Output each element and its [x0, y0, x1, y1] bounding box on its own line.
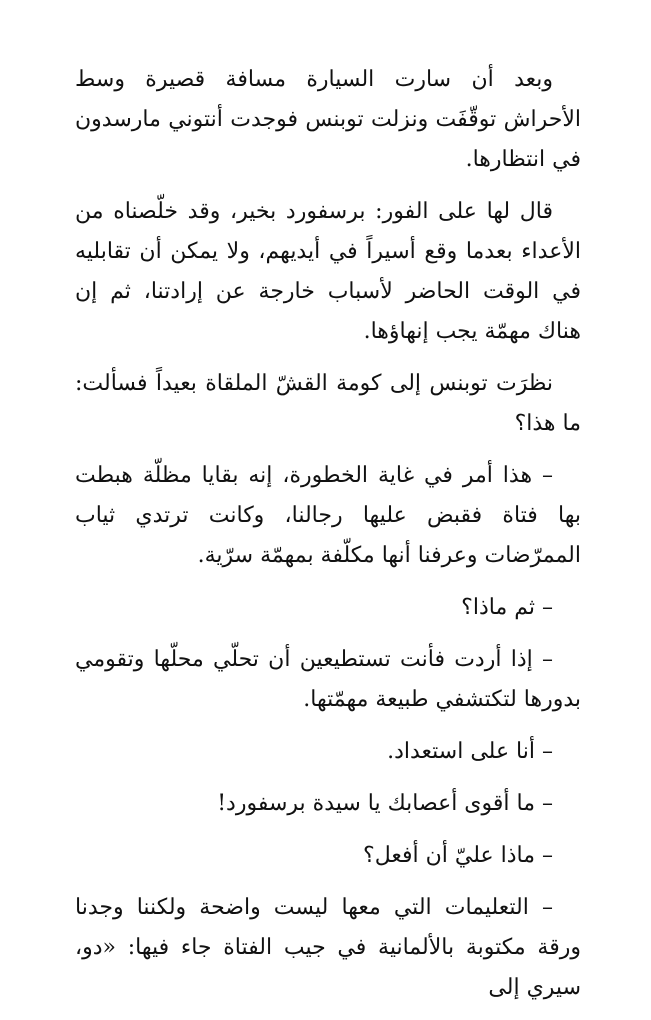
- paragraph-7: – أنا على استعداد.: [387, 739, 553, 764]
- paragraph-10: – التعليمات التي معها ليست واضحة ولكننا وجدنا ورقة مكتوبة بالألمانية في جيب الفتاة جاء فيها: «دو، سيري إلى: [75, 895, 581, 1000]
- paragraph-6: – إذا أردت فأنت تستطيعين أن تحلّي محلّها وتقومي بدورها لتكتشفي طبيعة مهمّتها.: [75, 647, 581, 712]
- paragraph-4: – هذا أمر في غاية الخطورة، إنه بقايا مظلّة هبطت بها فتاة فقبض عليها رجالنا، وكانت ترتدي ثياب الممرّضات وعرفنا أنها مكلّفة بمهمّة سرّية.: [75, 463, 581, 568]
- paragraph-2: قال لها على الفور: برسفورد بخير، وقد خلّصناه من الأعداء بعدما وقع أسيراً في أيديهم، ولا يمكن أن تقابليه في الوقت الحاضر لأسباب خارجة عن إرادتنا، ثم إن هناك مهمّة يجب إنهاؤها.: [75, 199, 581, 344]
- paragraph-5: – ثم ماذا؟: [461, 595, 553, 620]
- paragraph-3: نظرَت توبنس إلى كومة القشّ الملقاة بعيداً فسألت: ما هذا؟: [75, 371, 581, 436]
- paragraph-1: وبعد أن سارت السيارة مسافة قصيرة وسط الأحراش توقّفَت ونزلت توبنس فوجدت أنتوني مارسدون في انتظارها.: [75, 67, 581, 172]
- paragraph-9: – ماذا عليّ أن أفعل؟: [363, 843, 553, 868]
- book-page: [75, 60, 581, 1020]
- paragraph-8: – ما أقوى أعصابك يا سيدة برسفورد!: [217, 791, 553, 816]
